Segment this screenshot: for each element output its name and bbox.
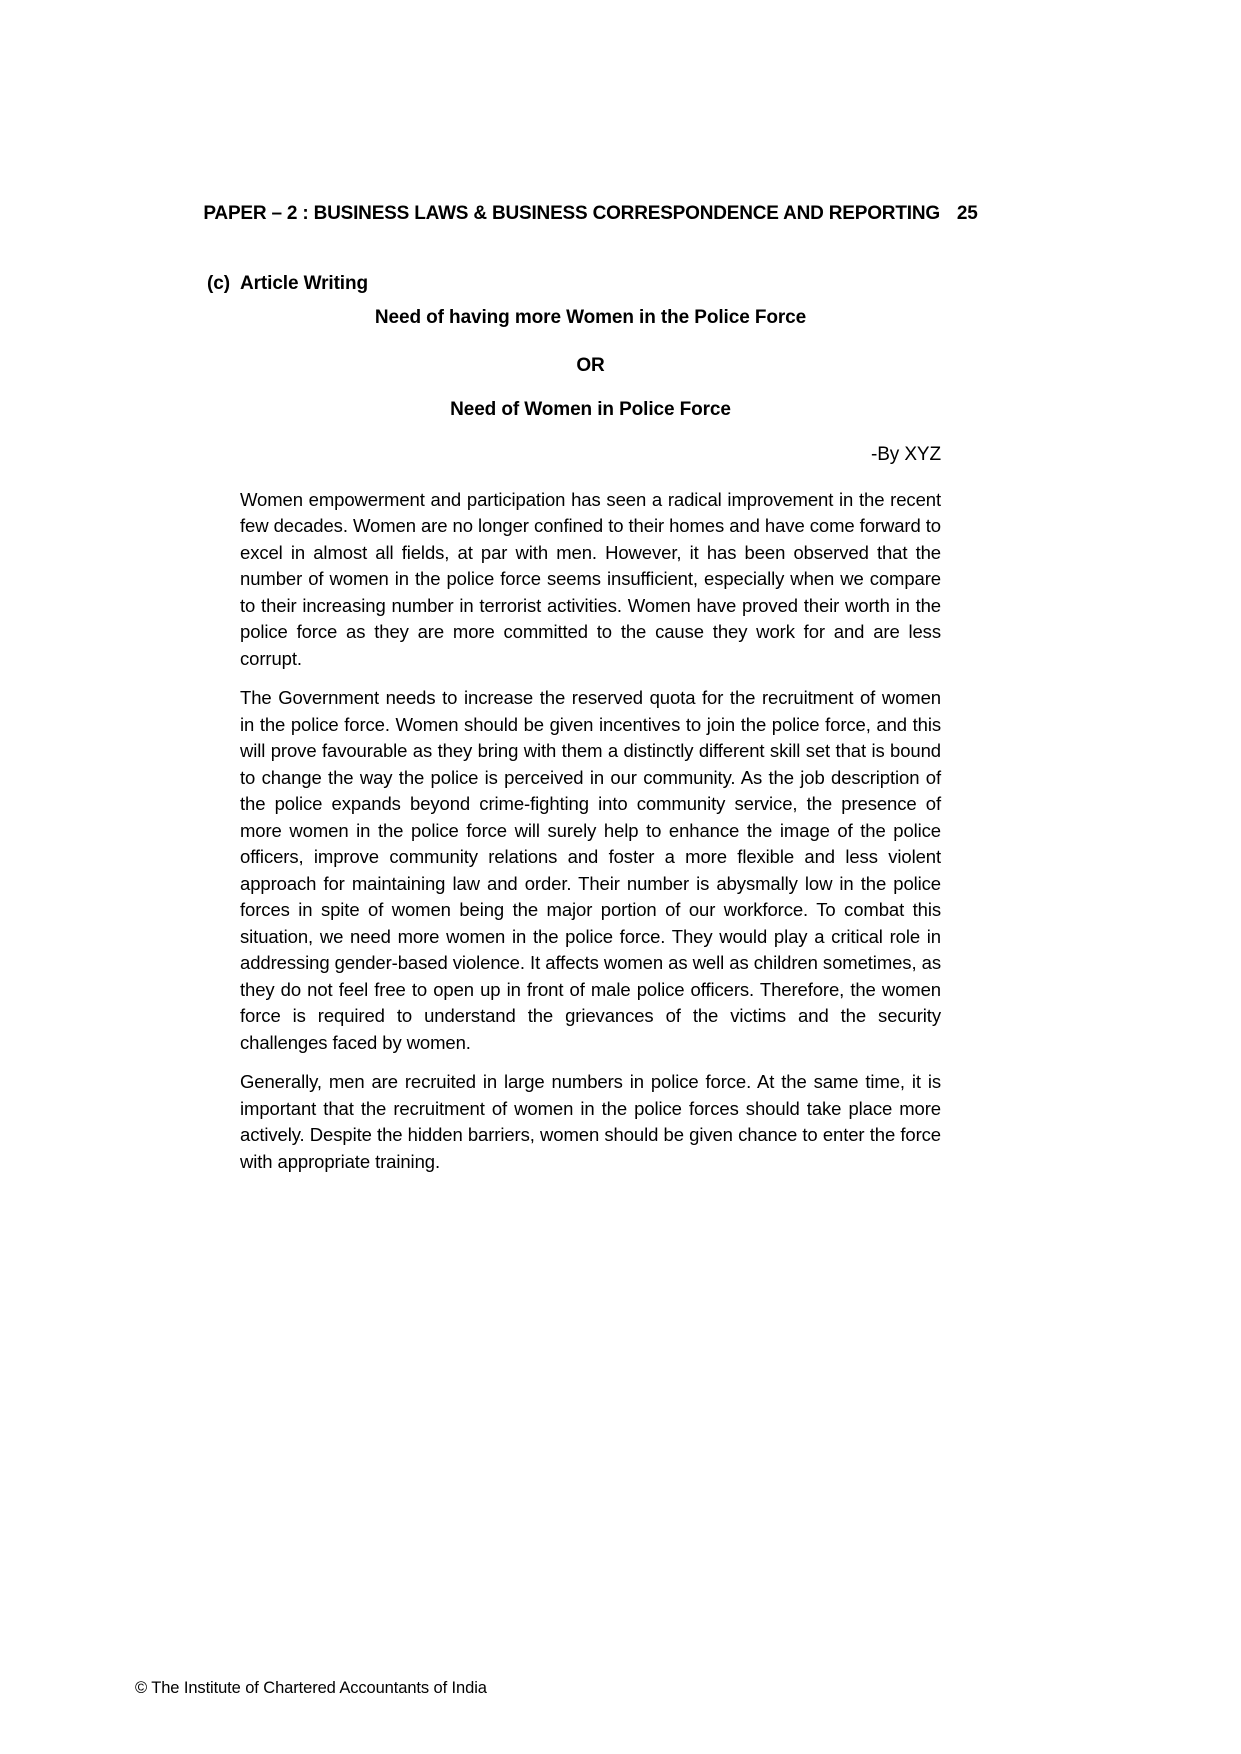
article-paragraph-3: Generally, men are recruited in large numbers in police force. At the same time, it is important that the recruitment of women in the police forces should take place more actively. Despite the hidden barriers, women should be given chance to enter the force with appropriate training. [240,1071,941,1172]
section-heading [207,271,941,298]
copyright-footer: © The Institute of Chartered Accountants of India [135,1679,487,1697]
article-title-alternate: Need of Women in Police Force [450,398,731,420]
section-title: Article Writing [240,273,368,294]
article-paragraph-2: The Government needs to increase the reserved quota for the recruitment of women in the police force. Women should be given incentives to join the police force, and this will prove favourable as they bring with them a distinctly different skill set that is bound to change the way the police is perceived in our community. As the job description of the police expands beyond crime-fighting into community service, the presence of more women in the police force will surely help to enhance the image of the police officers, improve community relations and foster a more flexible and less violent approach for maintaining law and order. Their number is abysmally low in the police forces in spite of women being the major portion of our workforce. To combat this situation, we need more women in the police force. They would play a critical role in addressing gender-based violence. It affects women as well as children sometimes, as they do not feel free to open up in front of male police officers. Therefore, the women force is required to understand the grievances of the victims and the security challenges faced by women. [240,687,941,1053]
article-title-separator: OR [576,355,605,376]
article-title-primary: Need of having more Women in the Police Force [374,306,807,328]
running-header [203,203,978,225]
article-paragraph-1: Women empowerment and participation has seen a radical improvement in the recent few decades. Women are no longer confined to their homes and have come forward to excel in almost all fields, at par with men. However, it has been observed that the number of women in the police force seems insufficient, especially when we compare to their increasing number in terrorist activities. Women have proved their worth in the police force as they are more committed to the cause they work for and are less corrupt. [240,488,941,669]
article-byline: -By XYZ [870,444,941,465]
page-number: 25 [956,203,978,224]
section-label: (c) [207,273,230,294]
article-content [207,271,941,1175]
running-header-title: PAPER – 2 : BUSINESS LAWS & BUSINESS CORRESPONDENCE AND REPORTING [203,203,940,224]
